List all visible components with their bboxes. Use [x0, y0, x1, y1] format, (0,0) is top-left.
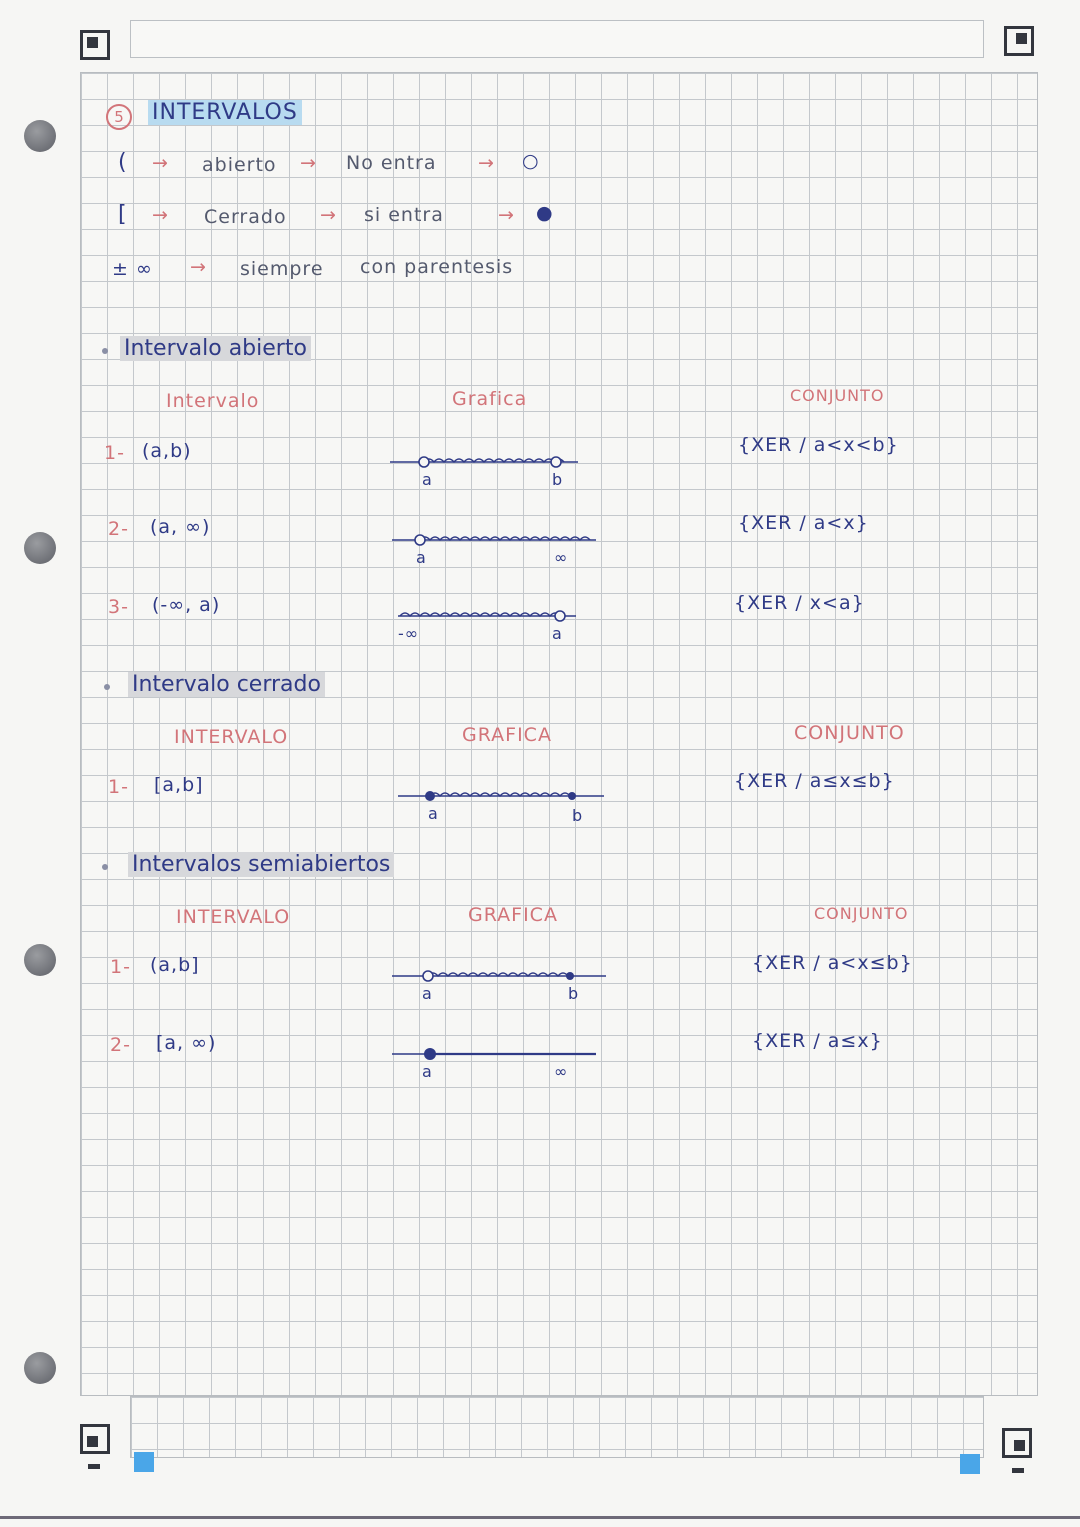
bottom-grid-strip [130, 1396, 984, 1458]
set-notation: {XER / x<a} [734, 592, 865, 614]
filled-dot-icon: ● [536, 202, 554, 224]
column-header-conjunto: CONJUNTO [814, 904, 909, 923]
arrow-icon: → [190, 256, 207, 278]
row-index: 1- [110, 956, 131, 978]
binder-hole [24, 532, 56, 564]
interval-notation: (a,b] [150, 954, 200, 976]
arrow-icon: → [478, 152, 495, 174]
section-number: 5 [106, 104, 132, 130]
arrow-icon: → [300, 152, 317, 174]
open-bracket-symbol: ( [118, 150, 127, 175]
arrow-icon: → [152, 204, 169, 226]
column-header-intervalo: INTERVALO [176, 906, 291, 928]
graph-right-label: b [568, 984, 580, 1003]
corner-mark-icon [1002, 1428, 1032, 1458]
row-index: 3- [108, 596, 129, 618]
row-index: 1- [104, 442, 125, 464]
interval-notation: (a, ∞) [150, 516, 211, 538]
graph-left-label: a [422, 1062, 433, 1081]
interval-notation: [a,b] [154, 774, 204, 796]
graph-right-label: b [552, 470, 564, 489]
open-dot-icon: ○ [522, 150, 540, 172]
half-open-section-title: Intervalos semiabiertos [128, 852, 394, 877]
corner-mark-icon [80, 1424, 110, 1454]
set-notation: {XER / a<x} [738, 512, 869, 534]
section-title: INTERVALOS [148, 100, 302, 125]
interval-notation: (-∞, a) [152, 594, 221, 616]
corner-dash [88, 1464, 100, 1469]
arrow-icon: → [498, 204, 515, 226]
graph-right-label: a [552, 624, 563, 643]
row-index: 2- [108, 518, 129, 540]
column-header-grafica: GRAFICA [462, 724, 552, 746]
column-header-intervalo: INTERVALO [174, 726, 289, 748]
blue-marker [134, 1452, 154, 1472]
interval-notation: (a,b) [142, 440, 192, 462]
legend-type: abierto [202, 154, 277, 176]
binder-hole [24, 944, 56, 976]
graph-left-label: a [416, 548, 427, 567]
bullet [102, 348, 108, 354]
binder-hole [24, 120, 56, 152]
set-notation: {XER / a≤x} [752, 1030, 883, 1052]
arrow-icon: → [152, 152, 169, 174]
legend-meaning: con parentesis [360, 256, 514, 278]
graph-left-label: -∞ [398, 624, 420, 643]
graph-right-label: b [572, 806, 584, 825]
legend-type: siempre [240, 258, 324, 280]
bullet [102, 864, 108, 870]
header-box [130, 20, 984, 58]
interval-notation: [a, ∞) [156, 1032, 217, 1054]
set-notation: {XER / a<x≤b} [752, 952, 913, 974]
bullet [104, 684, 110, 690]
blue-marker [960, 1454, 980, 1474]
legend-meaning: si entra [364, 204, 444, 226]
legend-type: Cerrado [204, 206, 287, 228]
graph-right-label: ∞ [554, 548, 569, 567]
graph-right-label: ∞ [554, 1062, 569, 1081]
column-header-conjunto: CONJUNTO [794, 722, 905, 744]
column-header-grafica: GRAFICA [468, 904, 558, 926]
binder-hole [24, 1352, 56, 1384]
corner-dash [1012, 1468, 1024, 1473]
graph-left-label: a [428, 804, 439, 823]
closed-bracket-symbol: [ [118, 202, 127, 227]
set-notation: {XER / a≤x≤b} [734, 770, 895, 792]
row-index: 1- [108, 776, 129, 798]
infinity-symbol: ± ∞ [112, 258, 153, 280]
graph-left-label: a [422, 470, 433, 489]
column-header-intervalo: Intervalo [166, 390, 260, 412]
arrow-icon: → [320, 204, 337, 226]
set-notation: {XER / a<x<b} [738, 434, 899, 456]
page-edge [0, 1516, 1080, 1519]
column-header-grafica: Grafica [452, 388, 528, 410]
open-section-title: Intervalo abierto [120, 336, 311, 361]
graph-left-label: a [422, 984, 433, 1003]
legend-meaning: No entra [346, 152, 437, 174]
column-header-conjunto: CONJUNTO [790, 386, 885, 405]
corner-mark-icon [80, 30, 110, 60]
corner-mark-icon [1004, 26, 1034, 56]
row-index: 2- [110, 1034, 131, 1056]
closed-section-title: Intervalo cerrado [128, 672, 325, 697]
